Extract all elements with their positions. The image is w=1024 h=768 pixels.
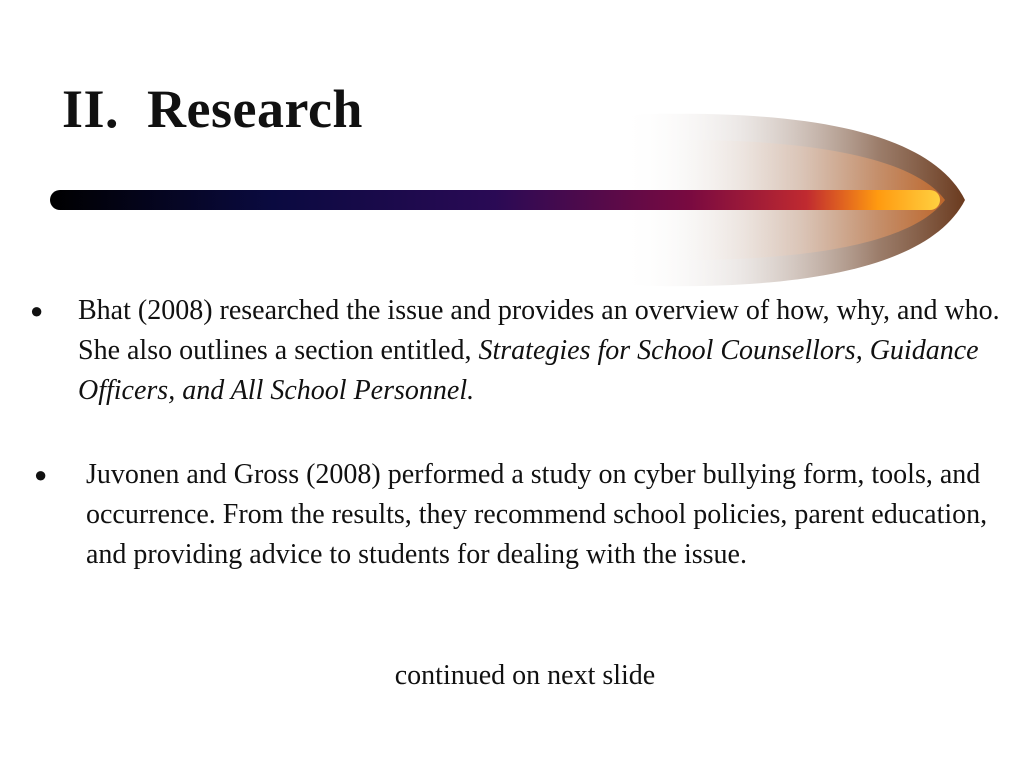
- bullet-icon: ●: [34, 462, 48, 487]
- gradient-divider-bar: [50, 190, 940, 210]
- bullet-text: Juvonen and Gross (2008) performed a study on cyber bullying form, tools, and occurrence. From the results, they recommend school policies, parent education, and providing advice to students for dealing with the issue.: [86, 459, 988, 570]
- decorative-swoosh-graphic: [0, 0, 1024, 300]
- bullet-text-italic-title: Strategies for School Counsellors, Guidance Officers, and All School Personnel.: [78, 335, 979, 406]
- slide-title: II. Research: [62, 79, 363, 139]
- bullet-item-juvonen: [34, 455, 1014, 625]
- bullet-icon: ●: [30, 298, 44, 323]
- bullet-text: [78, 291, 1008, 411]
- continued-note: continued on next slide: [394, 660, 656, 691]
- bullet-text-regular: Bhat (2008) researched the issue and provides an overview of how, why, and who. She also outlines a section entitled,: [78, 295, 1000, 366]
- bullet-item-bhat: [30, 291, 1010, 421]
